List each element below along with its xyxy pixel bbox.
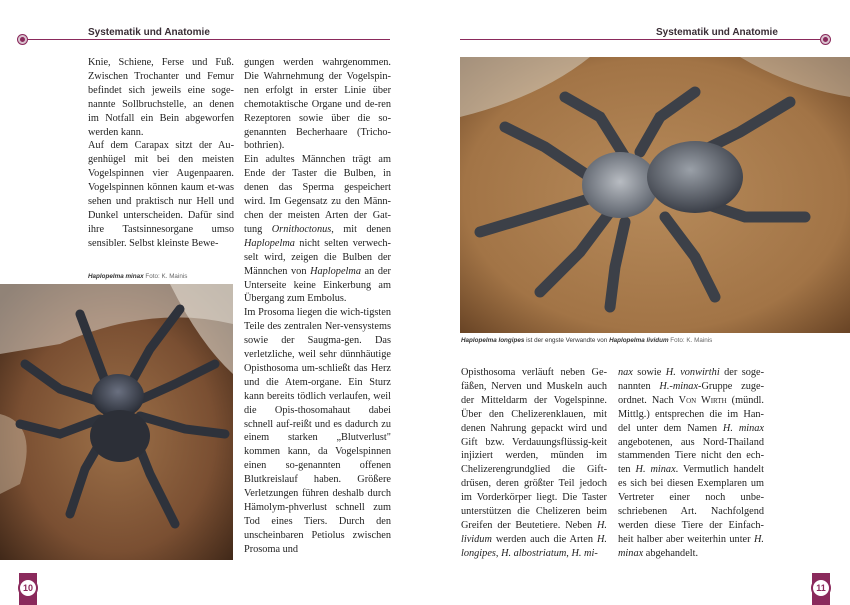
header-rule-left xyxy=(28,39,390,40)
tarantula-icon xyxy=(460,57,850,333)
page-number-left: 10 xyxy=(18,578,38,598)
tarantula-icon xyxy=(0,284,233,560)
paragraph: Ein adultes Männchen trägt am Ende der Taster die Bulben, in denen das Sperma gespeichert wird. Im Gegensatz zu den Männ-chen der meisten Arten der Gat-tung Ornithoctonus, mit denen Haplopelma nicht selten verwech-selt wird, zeigen die Bulben der Männchen von Haplopelma an der Unterseite keine Einkerbung am Übergang zum Embolus. xyxy=(244,154,391,305)
caption-species: Haplopelma minax xyxy=(88,273,144,280)
tarantula-photo-right xyxy=(460,57,850,333)
caption-species: Haplopelma longipes xyxy=(461,337,525,344)
caption-species: Haplopelma lividum xyxy=(609,337,669,344)
header-title-left: Systematik und Anatomie xyxy=(88,27,210,38)
header-bullet-icon xyxy=(821,35,830,44)
caption-credit: Foto: K. Mainis xyxy=(145,273,188,280)
text-column-3 xyxy=(461,366,607,561)
header-title-right: Systematik und Anatomie xyxy=(656,27,778,38)
photo-caption-right: Haplopelma longipes ist der engste Verwandte von Haplopelma lividum Foto: K. Mainis xyxy=(461,337,713,344)
text-column-2 xyxy=(244,56,391,557)
caption-credit: Foto: K. Mainis xyxy=(670,337,713,344)
page-number-right: 11 xyxy=(811,578,831,598)
text-column-1 xyxy=(88,56,234,251)
paragraph: Opisthosoma verläuft neben Ge-fäßen, Nerven und Muskeln auch der Mitteldarm der Vogelspinne. Über den Chelizerenklauen, mit denen Nahrung gepackt wird und Gift bzw. Verdauungsflüssig-keit injiziert werden, münden im Chelizerengrundglied die Gift-drüsen, deren größter Teil jedoch im Vorderkörper liegt. Die Taster unterstützen die Chelizeren beim Greifen der Beutetiere. Neben H. lividum werden auch die Arten H. longipes, H. albostriatum, H. mi- xyxy=(461,367,607,559)
paragraph: nax sowie H. vonwirthi der soge-nannten H.-minax-Gruppe zuge-ordnet. Nach Von Wirth (mündl. Mittlg.) entsprechen die im Han-del unter dem Namen H. minax angebotenen, aus Nord-Thailand stammenden Tiere nicht den ech-ten H. minax. Vermutlich handelt es sich bei diesen Exemplaren um Vertreter einer noch unbe-schriebenen Art. Nachfolgend werden diese Tiere der Einfach-heit halber aber weiterhin unter H. minax abgehandelt. xyxy=(618,367,765,559)
tarantula-photo-left xyxy=(0,284,233,560)
paragraph: Im Prosoma liegen die wich-tigsten Teile des zentralen Ner-vensystems sowie der Saugma-gen. Das verletzliche, weil sehr dünnhäutige Opisthosoma um-schließt das Herz und die Atem-organe. Ein Sturz kann bereits tödlich verlaufen, weil die Opis-thosomahaut dabei schnell auf-reißt und es dadurch zu einem starken „Blutverlust" kommen kann, da Vogelspinnen einen so-genannten offenen Blutkreislauf haben. Größere Verletzungen führen deshalb durch Hämolym-phverlust schnell zum Tod eines Tiers. Durch den unscheinbaren Petiolus zwischen Prosoma und xyxy=(244,307,391,555)
header-bullet-icon xyxy=(18,35,27,44)
paragraph: gungen werden wahrgenommen. Die Wahrnehmung der Vogelspin-nen erfolgt in erster Linie über chemotaktische Organe und de-ren Rezeptoren sowie über die so-genannten Becherhaare (Tricho-bothrien). xyxy=(244,57,391,152)
header-rule-right xyxy=(460,39,822,40)
text-column-4 xyxy=(618,366,764,561)
photo-caption-left xyxy=(88,273,187,280)
paragraph: Knie, Schiene, Ferse und Fuß. Zwischen Trochanter und Femur befindet sich jeweils eine soge-nannte Sollbruchstelle, an denen im Notfall ein Bein abgeworfen werden kann. xyxy=(88,57,234,138)
paragraph: Auf dem Carapax sitzt der Au-genhügel mit bei den meisten Vogelspinnen vier Augenpaaren. Vogelspinnen können kaum et-was sehen und praktisch nur Hell und Dunkel unterscheiden. Dafür sind ihre Tastsinnesorgane umso sensibler. Selbst kleinste Bewe- xyxy=(88,140,234,249)
